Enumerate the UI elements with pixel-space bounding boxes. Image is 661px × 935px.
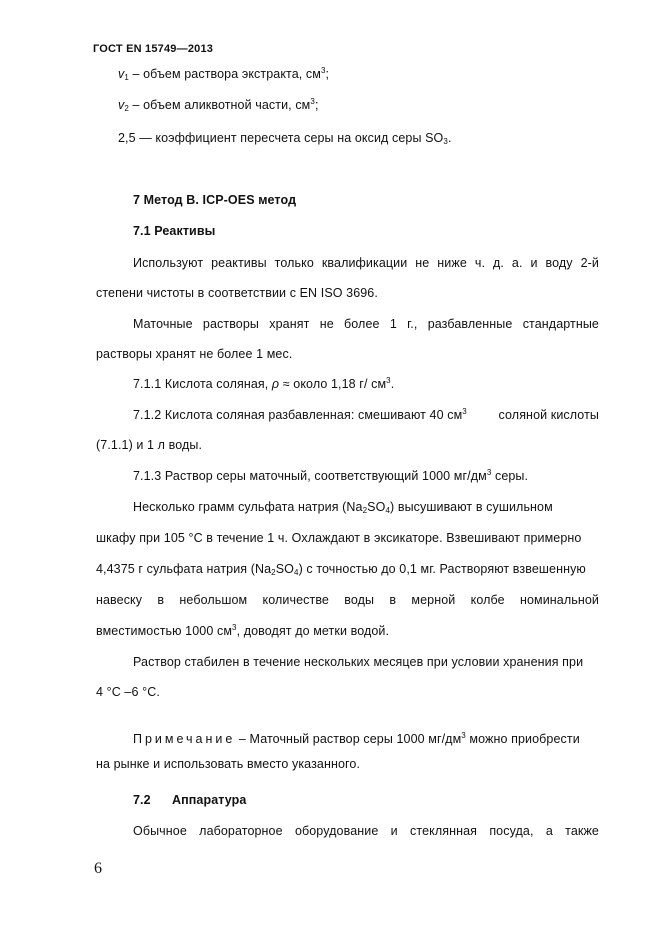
note-label: Примечание (133, 732, 236, 746)
section-7-1-title: 7.1 Реактивы (133, 224, 216, 238)
paragraph-line: (7.1.1) и 1 л воды. (96, 438, 203, 452)
paragraph-line: 4 °С –6 °С. (96, 685, 160, 699)
definition-coefficient: 2,5 — коэффициент пересчета серы на оксид серы $SO_3$. (118, 131, 452, 146)
section-7-2-title: Аппаратура (172, 793, 247, 807)
document-header-code: ГОСТ EN 15749—2013 (93, 43, 214, 55)
symbol: v (118, 67, 125, 81)
section-7-title: 7 Метод В. ICP-OES метод (133, 193, 297, 207)
definition-v2: $v_2$ – объем аликвотной части, $см^3$; (118, 97, 319, 113)
paragraph-line: растворы хранят не более 1 мес. (96, 347, 293, 361)
item-7-1-2: 7.1.2 Кислота соляная разбавленная: смешивают 40 $см^3$ соляной кислоты (133, 407, 599, 422)
paragraph-line: шкафу при 105 °С в течение 1 ч. Охлаждают в эксикаторе. Взвешивают примерно (96, 531, 582, 545)
definition-v1: $v_1$ – объем раствора экстракта, $см^3$; (118, 66, 330, 82)
note-line: на рынке и использовать вместо указанного. (96, 757, 361, 771)
paragraph-line: вместимостью 1000 $см^3$, доводят до метки водой. (96, 623, 390, 638)
section-7-2-number: 7.2 (133, 793, 151, 807)
note-line: Примечание – Маточный раствор серы 1000 $мг/дм^3$ можно приобрести (133, 731, 580, 746)
paragraph-line: Обычное лабораторное оборудование и стеклянная посуда, а также (133, 824, 599, 838)
item-7-1-1: 7.1.1 Кислота соляная, ρ ≈ около 1,18 г/ $см^3$. (133, 376, 395, 391)
paragraph-line: навеску в небольшом количестве воды в мерной колбе номинальной (96, 593, 599, 607)
paragraph-line: Используют реактивы только квалификации не ниже ч. д. а. и воду 2-й (133, 256, 599, 270)
item-7-1-3: 7.1.3 Раствор серы маточный, соответствующий 1000 $мг/дм^3$ серы. (133, 468, 529, 483)
paragraph-line: Раствор стабилен в течение нескольких месяцев при условии хранения при (133, 655, 584, 669)
paragraph-line: степени чистоты в соответствии с EN ISO 3696. (96, 286, 378, 300)
paragraph-line: Несколько грамм сульфата натрия $(Na_2SO_4)$ высушивают в сушильном (133, 500, 553, 515)
paragraph-line: Маточные растворы хранят не более 1 г., разбавленные стандартные (133, 317, 599, 331)
symbol: v (118, 98, 125, 112)
page-number: 6 (94, 860, 103, 877)
paragraph-line: 4,4375 г сульфата натрия $(Na_2SO_4)$ с точностью до 0,1 мг. Растворяют взвешенную (96, 562, 586, 577)
